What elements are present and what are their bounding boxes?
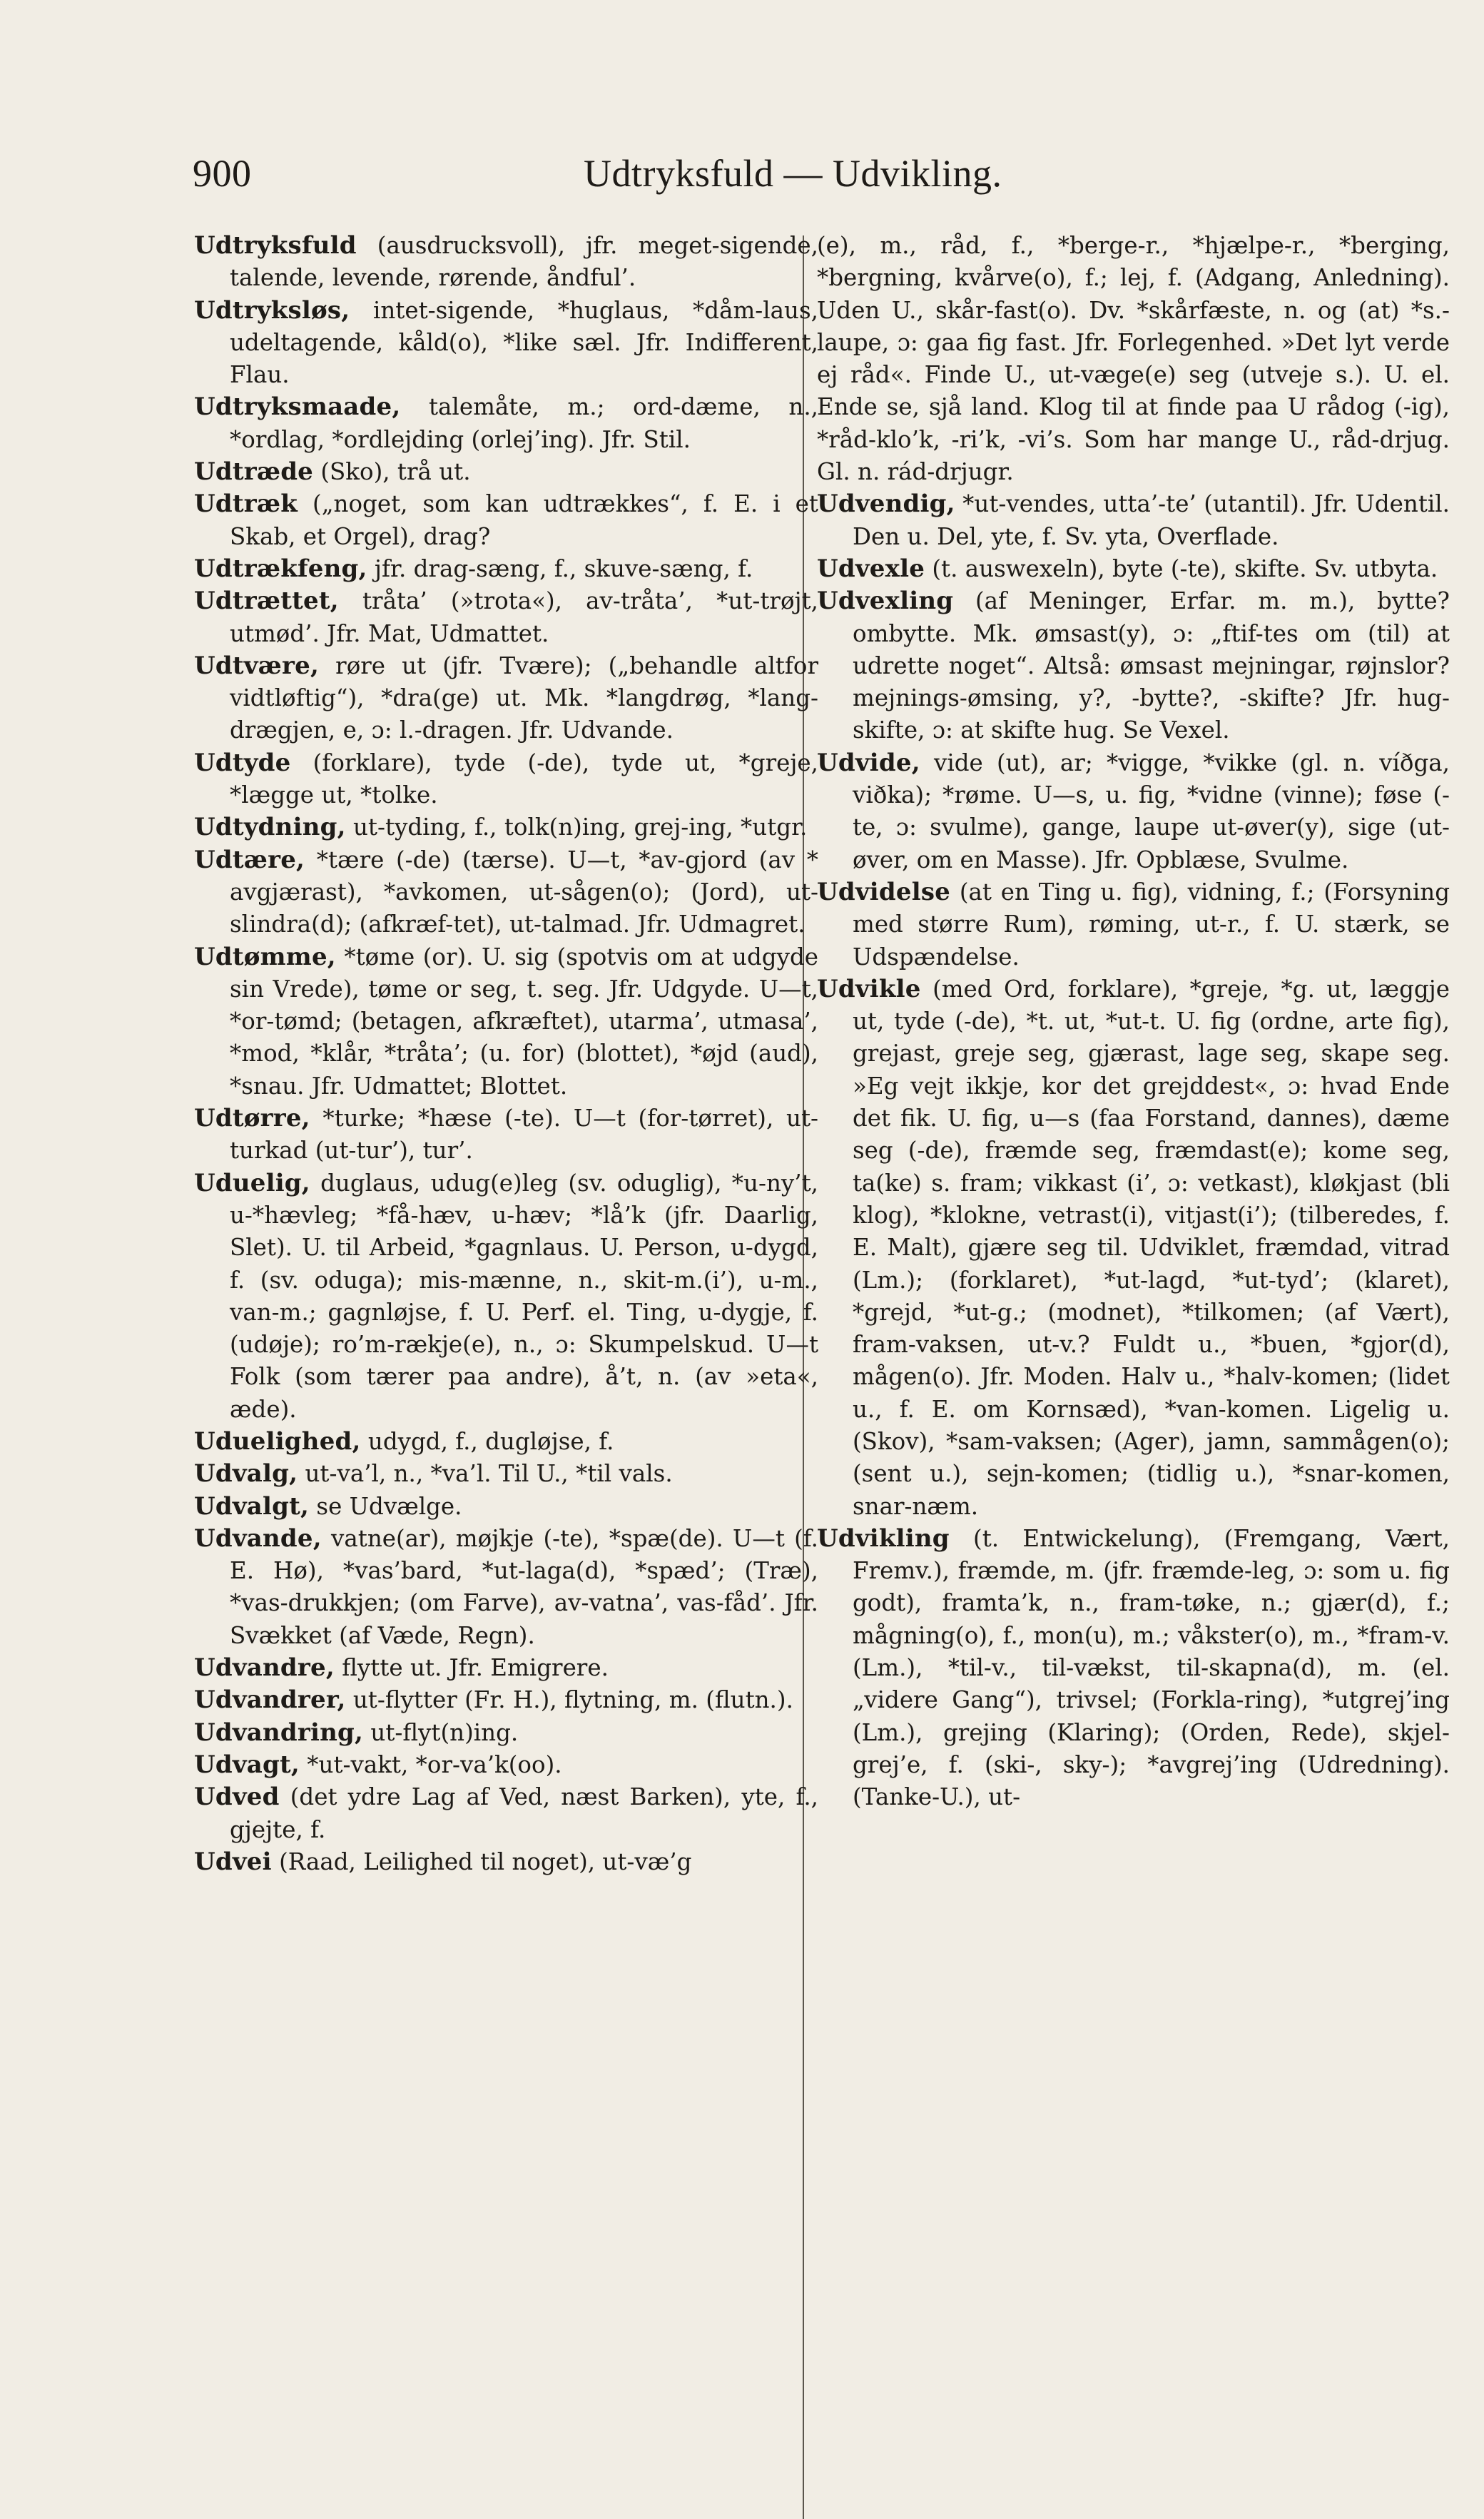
dictionary-entry: [194, 1652, 818, 1684]
dictionary-entry: [194, 747, 818, 812]
entry-headword: Udvandrer,: [194, 1686, 346, 1715]
running-head: Udtryksfuld — Udvikling.: [584, 152, 1002, 195]
entry-definition: (e), m., råd, f., *berge-r., *hjælpe-r., *berging, *bergning, kvårve(o), f.; lej, f. (Adgang, Anledning). Uden U., skår-fast(o). Dv. *skårfæste, n. og (at) *s.-laupe, ɔ: gaa fig fast. Jfr. Forlegenhed. »Det lyt verde ej råd«. Finde U., ut-væge(e) seg (utveje s.). U. el. Ende se, sjå land. Klog til at finde paa U rådog (-ig), *råd-klo’k, -ri’k, -vi’s. Som har mange U., råd-drjug. Gl. n. rád-drjugr.: [817, 232, 1450, 486]
dictionary-entry: [194, 844, 818, 941]
entry-body: [194, 1652, 818, 1684]
entry-definition: („noget, som kan udtrækkes“, f. E. i et Skab, et Orgel), drag?: [230, 490, 818, 550]
page-number: 900: [193, 152, 252, 195]
dictionary-entry: [194, 1491, 818, 1523]
entry-headword: Udtræde: [194, 457, 314, 487]
entry-body: [817, 747, 1450, 876]
entry-body: [194, 1846, 818, 1878]
entry-headword: Udtryksfuld: [194, 231, 357, 260]
entry-definition: se Udvælge.: [316, 1492, 462, 1520]
entry-body: [194, 1684, 818, 1716]
entry-definition: (at en Ting u. fig), vidning, f.; (Forsyning med større Rum), røming, ut-r., f. U. stærk, se Udspændelse.: [853, 878, 1450, 970]
entry-definition: (Sko), trå ut.: [320, 458, 471, 486]
entry-definition: (forklare), tyde (-de), tyde ut, *greje, *lægge ut, *tolke.: [230, 749, 818, 809]
dictionary-entry: [194, 230, 818, 295]
entry-definition: ut-flyt(n)ing.: [370, 1718, 519, 1746]
dictionary-entry: [817, 973, 1450, 1523]
entry-body: [194, 553, 818, 585]
dictionary-entry: [194, 553, 818, 585]
entry-definition: duglaus, udug(e)leg (sv. oduglig), *u-ny’t, u-*hævleg; *få-hæv, u-hæv; *lå’k (jfr. Daarlig, Slet). U. til Arbeid, *gagnlaus. U. Person, u-dygd, f. (sv. oduga); mis-mænne, n., skit-m.(i’), u-m., van-m.; gagnløjse, f. U. Perf. el. Ting, u-dygje, f. (udøje); ro’m-rækje(e), n., ɔ: Skumpelskud. U—t Folk (som tærer paa andre), å’t, n. (av »eta«, æde).: [230, 1169, 818, 1423]
entry-headword: Udtvære,: [194, 651, 320, 680]
entry-body: [194, 488, 818, 553]
dictionary-entry: [194, 811, 818, 843]
page-header: [193, 143, 1056, 207]
dictionary-entry: [194, 1684, 818, 1716]
entry-definition: *ut-vakt, *or-va’k(oo).: [307, 1750, 562, 1778]
entry-body: [194, 1167, 818, 1426]
dictionary-entry: [194, 391, 818, 456]
entry-definition: ut-va’l, n., *va’l. Til U., *til vals.: [305, 1460, 673, 1488]
entry-definition: *ut-vendes, utta’-te’ (utantil). Jfr. Udentil. Den u. Del, yte, f. Sv. yta, Overflade.: [853, 490, 1450, 550]
entry-headword: Udvagt,: [194, 1750, 300, 1779]
dictionary-entry: [817, 230, 1450, 488]
dictionary-entry: [194, 1523, 818, 1652]
entry-definition: tråta’ (»trota«), av-tråta’, *ut-trøjt, utmød’. Jfr. Mat, Udmattet.: [230, 587, 818, 647]
entry-headword: Udvexling: [817, 587, 954, 616]
entry-definition: (af Meninger, Erfar. m. m.), bytte? ombytte. Mk. ømsast(y), ɔ: „ftif-tes om (til) at udrette noget“. Altså: ømsast mejningar, røjnslor? mejnings-ømsing, y?, -bytte?, -skifte? Jfr. hug-skifte, ɔ: at skifte hug. Se Vexel.: [853, 587, 1450, 744]
entry-headword: Udtrækfeng,: [194, 554, 367, 583]
entry-headword: Udvande,: [194, 1524, 322, 1553]
entry-definition: (med Ord, forklare), *greje, *g. ut, læggje ut, tyde (-de), *t. ut, *ut-t. U. fig (ordne, arte fig), grejast, greje seg, gjærast, lage seg, skape seg. »Eg vejt ikkje, kor det grejddest«, ɔ: hvad Ende det fik. U. fig, u—s (faa Forstand, dannes), dæme seg (-de), fræmde seg, fræmdast(e); kome seg, ta(ke) s. fram; vikkast (i’, ɔ: vetkast), kløkjast (bli klog), *klokne, vetrast(i), vitjast(i’); (tilberedes, f. E. Malt), gjære seg til. Udviklet, fræmdad, vitrad (Lm.); (forklaret), *ut-lagd, *ut-tyd’; (klaret), *grejd, *ut-g.; (modnet), *tilkomen; (af Vært), fram-vaksen, ut-v.? Fuldt u., *buen, *gjor(d), mågen(o). Jfr. Moden. Halv u., *halv-komen; (lidet u., f. E. om Kornsæd), *van-komen. Ligelig u. (Skov), *sam-vaksen; (Ager), jamn, sammågen(o); (sent u.), sejn-komen; (tidlig u.), *snar-komen, snar-næm.: [853, 975, 1450, 1520]
entry-body: [194, 1523, 818, 1652]
entry-body: [817, 553, 1450, 585]
entry-body: [194, 1717, 818, 1749]
dictionary-entry: [194, 1426, 818, 1458]
dictionary-entry: [194, 488, 818, 553]
dictionary-entry: [194, 941, 818, 1103]
entry-body: [194, 391, 818, 456]
dictionary-entry: [194, 1846, 818, 1878]
entry-definition: *turke; *hæse (-te). U—t (for-tørret), ut-turkad (ut-tur’), tur’.: [230, 1105, 818, 1165]
dictionary-entry: [817, 1523, 1450, 1814]
dictionary-entry: [817, 585, 1450, 746]
entry-headword: Uduelig,: [194, 1168, 310, 1197]
dictionary-entry: [194, 295, 818, 392]
entry-headword: Udvide,: [817, 748, 920, 777]
entry-body: [194, 585, 818, 650]
entry-headword: Udvendig,: [817, 490, 955, 519]
entry-definition: ut-flytter (Fr. H.), flytning, m. (flutn.).: [352, 1686, 793, 1714]
entry-body: [194, 1749, 818, 1781]
entry-body: [817, 585, 1450, 746]
entry-body: [194, 295, 818, 392]
dictionary-entry: [817, 876, 1450, 973]
entry-headword: Udvikle: [817, 974, 921, 1003]
entry-headword: Udtryksløs,: [194, 295, 350, 325]
entry-body: [194, 456, 818, 488]
entry-definition: *tøme (or). U. sig (spotvis om at udgyde sin Vrede), tøme or seg, t. seg. Jfr. Udgyde. U—t, *or-tømd; (betagen, afkræftet), utarma’, utmasa’, *mod, *klår, *tråta’; (u. for) (blottet), *øjd (aud), *snau. Jfr. Udmattet; Blottet.: [230, 943, 818, 1100]
entry-headword: Udtræk: [194, 490, 298, 519]
dictionary-entry: [817, 553, 1450, 585]
entry-headword: Udtyde: [194, 748, 291, 777]
entry-definition: flytte ut. Jfr. Emigrere.: [342, 1654, 609, 1682]
dictionary-entry: [194, 1717, 818, 1749]
entry-headword: Udvalgt,: [194, 1491, 310, 1521]
entry-body: [817, 876, 1450, 973]
entry-headword: Udvalg,: [194, 1459, 298, 1489]
entry-headword: Udvikling: [817, 1524, 950, 1553]
entry-body: [194, 844, 818, 941]
entry-body: [194, 811, 818, 843]
entry-definition: vide (ut), ar; *vigge, *vikke (gl. n. víðga, viðka); *røme. U—s, u. fig, *vidne (vinne); føse (-te, ɔ: svulme), gange, laupe ut-øver(y), sige (ut-øver, om en Masse). Jfr. Opblæse, Svulme.: [853, 749, 1450, 873]
dictionary-entry: [194, 1781, 818, 1846]
entry-headword: Udtømme,: [194, 942, 336, 971]
entry-headword: Udvandre,: [194, 1653, 335, 1683]
dictionary-entry: [194, 585, 818, 650]
dictionary-entry: [194, 1103, 818, 1167]
entry-body: [194, 747, 818, 812]
entry-headword: Udtørre,: [194, 1104, 310, 1133]
entry-definition: røre ut (jfr. Tvære); („behandle altfor vidtløftig“), *dra(ge) ut. Mk. *langdrøg, *lang-drægjen, e, ɔ: l.-dragen. Jfr. Udvande.: [230, 652, 818, 744]
entry-body: [817, 230, 1450, 488]
entry-definition: (t. auswexeln), byte (-te), skifte. Sv. utbyta.: [932, 554, 1438, 582]
entry-definition: talemåte, m.; ord-dæme, n., *ordlag, *ordlejding (orlej’ing). Jfr. Stil.: [230, 393, 818, 453]
entry-headword: Udvexle: [817, 554, 925, 583]
dictionary-entry: [817, 488, 1450, 553]
entry-body: [194, 1426, 818, 1458]
entry-headword: Udved: [194, 1783, 280, 1812]
entry-definition: ut-tyding, f., tolk(n)ing, grej-ing, *utgr.: [352, 814, 808, 841]
entry-definition: (det ydre Lag af Ved, næst Barken), yte, f., gjejte, f.: [230, 1783, 818, 1843]
dictionary-entry: [194, 1458, 818, 1490]
entry-headword: Udtære,: [194, 845, 305, 874]
entry-definition: (ausdrucksvoll), jfr. meget-sigende, talende, levende, rørende, åndful’.: [230, 232, 818, 292]
entry-body: [194, 1491, 818, 1523]
entry-headword: Udtryksmaade,: [194, 392, 401, 422]
entry-definition: vatne(ar), møjkje (-te), *spæ(de). U—t (f. E. Hø), *vas’bard, *ut-laga(d), *spæd’; (Træ), *vas-drukkjen; (om Farve), av-vatna’, vas-fåd’. Jfr. Svækket (af Væde, Regn).: [230, 1524, 818, 1649]
entry-body: [194, 230, 818, 295]
dictionary-entry: [817, 747, 1450, 876]
entry-body: [194, 650, 818, 747]
entry-body: [194, 1458, 818, 1490]
entry-headword: Udvei: [194, 1847, 272, 1876]
entry-definition: udygd, f., dugløjse, f.: [367, 1427, 614, 1455]
dictionary-entry: [194, 1167, 818, 1426]
entry-body: [817, 488, 1450, 553]
entry-headword: Udtrættet,: [194, 587, 339, 616]
entry-definition: (t. Entwickelung), (Fremgang, Vært, Fremv.), fræmde, m. (jfr. fræmde-leg, ɔ: som u. fig godt), framta’k, n., fram-tøke, n.; gjær(d), f.; mågning(o), f., mon(u), m.; våkster(o), m., *fram-v. (Lm.), *til-v., til-vækst, til-skapna(d), m. (el. „videre Gang“), trivsel; (Forkla-ring), *utgrej’ing (Lm.), grejing (Klaring); (Orden, Rede), skjel-grej’e, f. (ski-, sky-); *avgrej’ing (Udredning). (Tanke-U.), ut-: [853, 1524, 1450, 1811]
entry-body: [194, 941, 818, 1103]
entry-headword: Udvidelse: [817, 877, 950, 906]
dictionary-entry: [194, 456, 818, 488]
right-column: [817, 230, 1450, 1814]
entry-body: [817, 1523, 1450, 1814]
entry-body: [194, 1781, 818, 1846]
entry-definition: *tære (-de) (tærse). U—t, *av-gjord (av * avgjærast), *avkomen, ut-sågen(o); (Jord), ut-slindra(d); (afkræf-tet), ut-talmad. Jfr. Udmagret.: [230, 846, 818, 938]
entry-headword: Uduelighed,: [194, 1426, 361, 1456]
entry-body: [817, 973, 1450, 1523]
entry-definition: intet-sigende, *huglaus, *dåm-laus, udeltagende, kåld(o), *like sæl. Jfr. Indifferent, Flau.: [230, 296, 818, 389]
entry-headword: Udtydning,: [194, 813, 346, 842]
entry-definition: (Raad, Leilighed til noget), ut-væ’g: [279, 1848, 692, 1875]
dictionary-entry: [194, 1749, 818, 1781]
entry-body: [194, 1103, 818, 1167]
entry-headword: Udvandring,: [194, 1718, 364, 1747]
dictionary-entry: [194, 650, 818, 747]
left-column: [194, 230, 818, 1878]
entry-definition: jfr. drag-sæng, f., skuve-sæng, f.: [374, 554, 753, 582]
